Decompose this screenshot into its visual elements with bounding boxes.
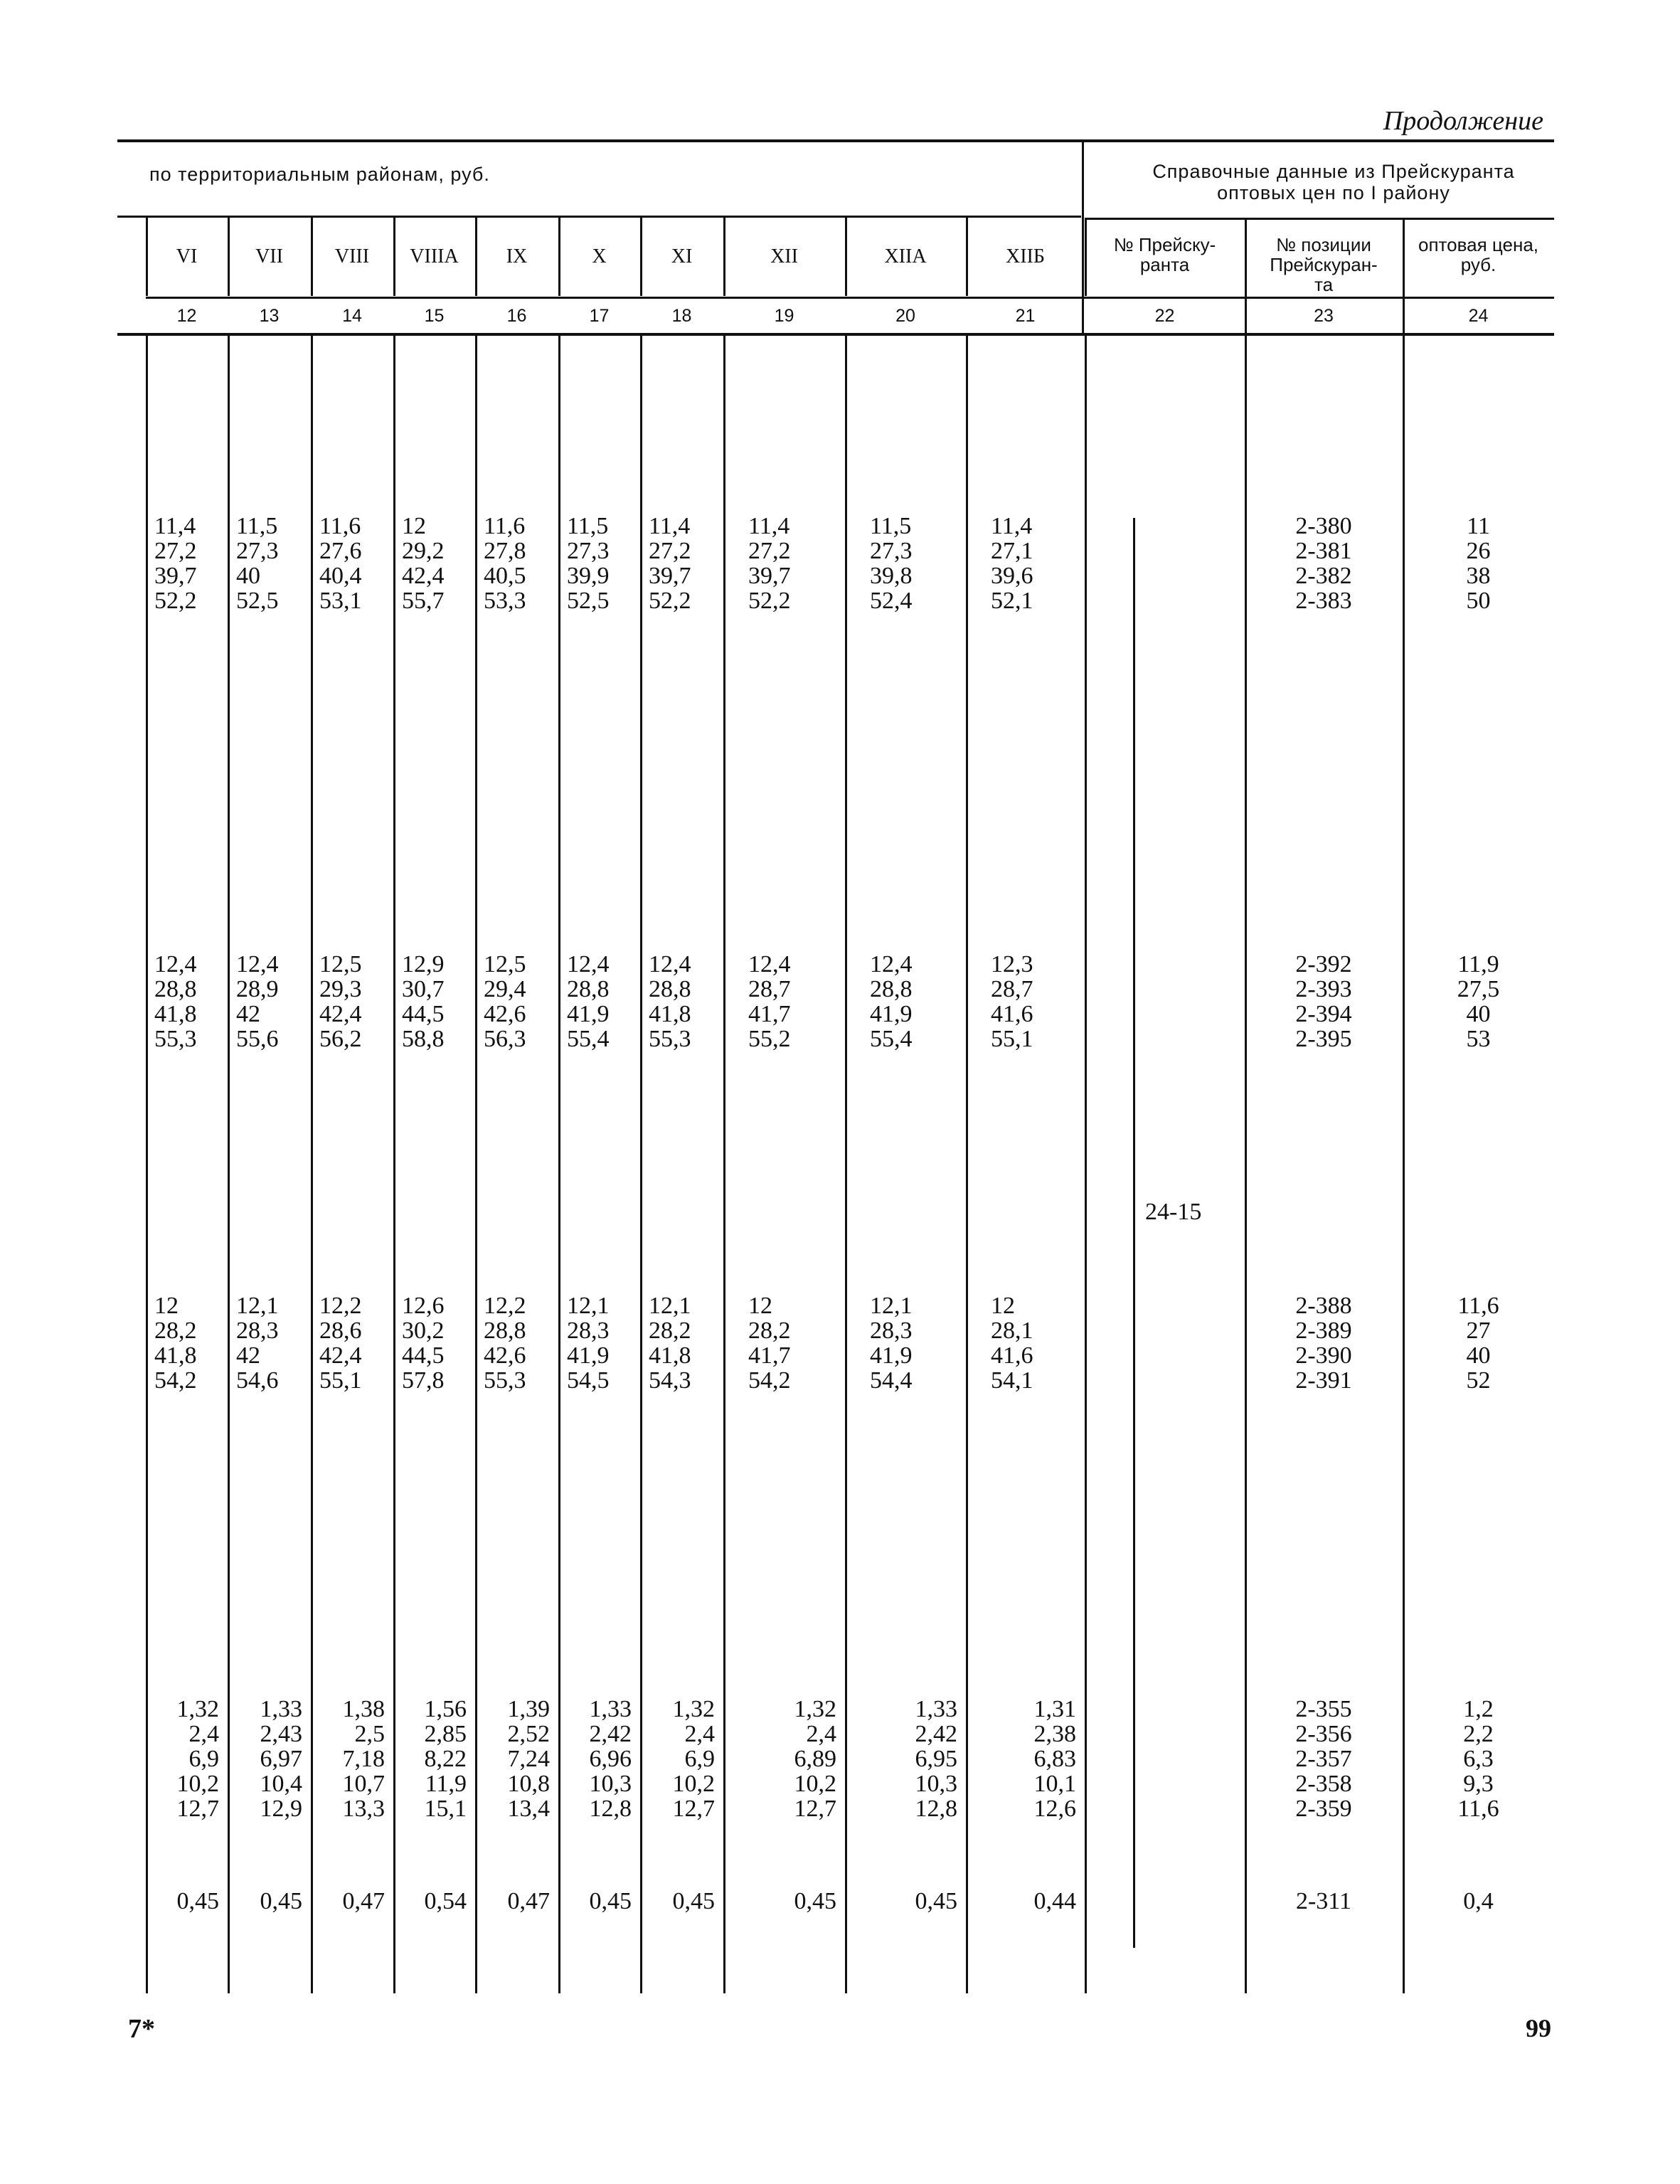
column-number-17: 17 [589, 306, 610, 326]
value-cell: 12,2 28,8 42,6 55,3 [484, 1293, 526, 1394]
column-number-12: 12 [176, 306, 197, 326]
value-cell: 12,2 28,6 42,4 55,1 [319, 1293, 362, 1394]
value-cell: 1,56 2,85 8,22 11,9 15,1 [424, 1696, 467, 1822]
value-cell: 12,4 28,8 41,8 55,3 [649, 951, 691, 1052]
value-cell: 0,44 [1033, 1888, 1076, 1914]
value-cell: 12,4 28,7 41,7 55,2 [748, 951, 791, 1052]
column-number-15: 15 [424, 306, 445, 326]
value-cell: 0,47 [507, 1888, 550, 1914]
value-cell: 1,31 2,38 6,83 10,1 12,6 [1033, 1696, 1076, 1822]
value-cell: 12,5 29,3 42,4 56,2 [319, 951, 362, 1052]
wholesale-price-cell: 1,2 2,2 6,3 9,3 11,6 [1457, 1696, 1499, 1822]
value-cell: 11,4 27,2 39,7 52,2 [154, 513, 197, 614]
wholesale-price-cell: 11,6 27 40 52 [1457, 1293, 1499, 1394]
column-header-20: XIIA [884, 245, 927, 267]
value-cell: 11,5 27,3 40 52,5 [236, 513, 279, 614]
column-number-14: 14 [342, 306, 362, 326]
body-vline [1085, 336, 1087, 1993]
signature-mark: 7* [128, 2014, 155, 2044]
position-cell: 2-311 [1295, 1888, 1352, 1914]
value-cell: 0,45 [589, 1888, 632, 1914]
wholesale-price-cell: 0,4 [1463, 1888, 1494, 1914]
value-cell: 12,1 28,3 42 54,6 [236, 1293, 279, 1394]
value-cell: 0,54 [424, 1888, 467, 1914]
ref-column-number-22: 22 [1154, 306, 1175, 326]
value-cell: 12,9 30,7 44,5 58,8 [402, 951, 445, 1052]
value-cell: 11,4 27,2 39,7 52,2 [748, 513, 791, 614]
section-title: по территориальным районам, руб. [149, 164, 490, 185]
value-cell: 11,5 27,3 39,8 52,4 [870, 513, 913, 614]
column-header-17: X [592, 245, 607, 267]
value-cell: 0,45 [915, 1888, 957, 1914]
column-header-14: VIII [334, 245, 370, 267]
value-cell: 12,6 30,2 44,5 57,8 [402, 1293, 445, 1394]
value-cell: 1,38 2,5 7,18 10,7 13,3 [342, 1696, 385, 1822]
value-cell: 1,33 2,43 6,97 10,4 12,9 [260, 1696, 302, 1822]
colnum-rule [146, 297, 1554, 299]
value-cell: 11,5 27,3 39,9 52,5 [567, 513, 610, 614]
position-cell: 2-388 2-389 2-390 2-391 [1295, 1293, 1352, 1394]
column-header-16: IX [506, 245, 528, 267]
continued-label: Продолжение [1383, 106, 1543, 136]
value-cell: 12,4 28,8 41,8 55,3 [154, 951, 197, 1052]
column-header-15: VIIIA [410, 245, 459, 267]
column-number-18: 18 [671, 306, 692, 326]
value-cell: 11,6 27,6 40,4 53,1 [319, 513, 362, 614]
position-cell: 2-355 2-356 2-357 2-358 2-359 [1295, 1696, 1352, 1822]
reference-title-line1: Справочные данные из Прейскуранта [1152, 161, 1515, 182]
page-number: 99 [1526, 2014, 1551, 2042]
column-header-19: XII [770, 245, 798, 267]
value-cell: 0,45 [176, 1888, 219, 1914]
column-number-16: 16 [506, 306, 527, 326]
ref-column-header-23: № позиции Прейскуран- та [1270, 234, 1378, 295]
value-cell: 11,4 27,1 39,6 52,1 [991, 513, 1033, 614]
top-rule [117, 139, 1554, 142]
column-number-21: 21 [1015, 306, 1036, 326]
value-cell: 12,3 28,7 41,6 55,1 [991, 951, 1033, 1052]
ref-column-number-24: 24 [1468, 306, 1489, 326]
column-number-20: 20 [895, 306, 915, 326]
wholesale-price-cell: 11 26 38 50 [1466, 513, 1491, 614]
value-cell: 12 29,2 42,4 55,7 [402, 513, 445, 614]
brace-line [1133, 518, 1135, 1948]
value-cell: 12 28,2 41,7 54,2 [748, 1293, 791, 1394]
value-cell: 12,1 28,3 41,9 54,4 [870, 1293, 913, 1394]
value-cell: 1,39 2,52 7,24 10,8 13,4 [507, 1696, 550, 1822]
position-cell: 2-392 2-393 2-394 2-395 [1295, 951, 1352, 1052]
price-list-number: 24-15 [1145, 1199, 1202, 1225]
value-cell: 0,45 [672, 1888, 715, 1914]
value-cell: 11,6 27,8 40,5 53,3 [484, 513, 526, 614]
value-cell: 1,33 2,42 6,96 10,3 12,8 [589, 1696, 632, 1822]
column-number-19: 19 [774, 306, 794, 326]
value-cell: 12,4 28,8 41,9 55,4 [567, 951, 610, 1052]
position-cell: 2-380 2-381 2-382 2-383 [1295, 513, 1352, 614]
value-cell: 0,45 [794, 1888, 836, 1914]
ref-column-number-23: 23 [1314, 306, 1334, 326]
value-cell: 12,5 29,4 42,6 56,3 [484, 951, 526, 1052]
reference-title-line2: оптовых цен по I району [1217, 182, 1450, 203]
wholesale-price-cell: 11,9 27,5 40 53 [1457, 951, 1500, 1052]
value-cell: 12,1 28,3 41,9 54,5 [567, 1293, 610, 1394]
value-cell: 12 28,2 41,8 54,2 [154, 1293, 197, 1394]
value-cell: 12,4 28,9 42 55,6 [236, 951, 279, 1052]
value-cell: 1,32 2,4 6,9 10,2 12,7 [672, 1696, 715, 1822]
value-cell: 1,33 2,42 6,95 10,3 12,8 [915, 1696, 957, 1822]
body-rule [117, 333, 1554, 336]
column-header-13: VII [255, 245, 283, 267]
value-cell: 1,32 2,4 6,89 10,2 12,7 [794, 1696, 836, 1822]
header-rule-left [117, 216, 1081, 218]
value-cell: 0,45 [260, 1888, 302, 1914]
column-header-18: XI [671, 245, 693, 267]
column-number-13: 13 [259, 306, 280, 326]
header-rule-right [1085, 218, 1554, 220]
column-header-12: VI [176, 245, 198, 267]
value-cell: 12,4 28,8 41,9 55,4 [870, 951, 913, 1052]
reference-title [1120, 161, 1547, 203]
ref-column-header-24: оптовая цена, руб. [1418, 234, 1538, 275]
value-cell: 0,47 [342, 1888, 385, 1914]
value-cell: 12 28,1 41,6 54,1 [991, 1293, 1033, 1394]
column-header-21: XIIБ [1006, 245, 1045, 267]
value-cell: 1,32 2,4 6,9 10,2 12,7 [176, 1696, 219, 1822]
ref-column-header-22: № Прейску- ранта [1113, 234, 1216, 275]
value-cell: 11,4 27,2 39,7 52,2 [649, 513, 691, 614]
value-cell: 12,1 28,2 41,8 54,3 [649, 1293, 691, 1394]
